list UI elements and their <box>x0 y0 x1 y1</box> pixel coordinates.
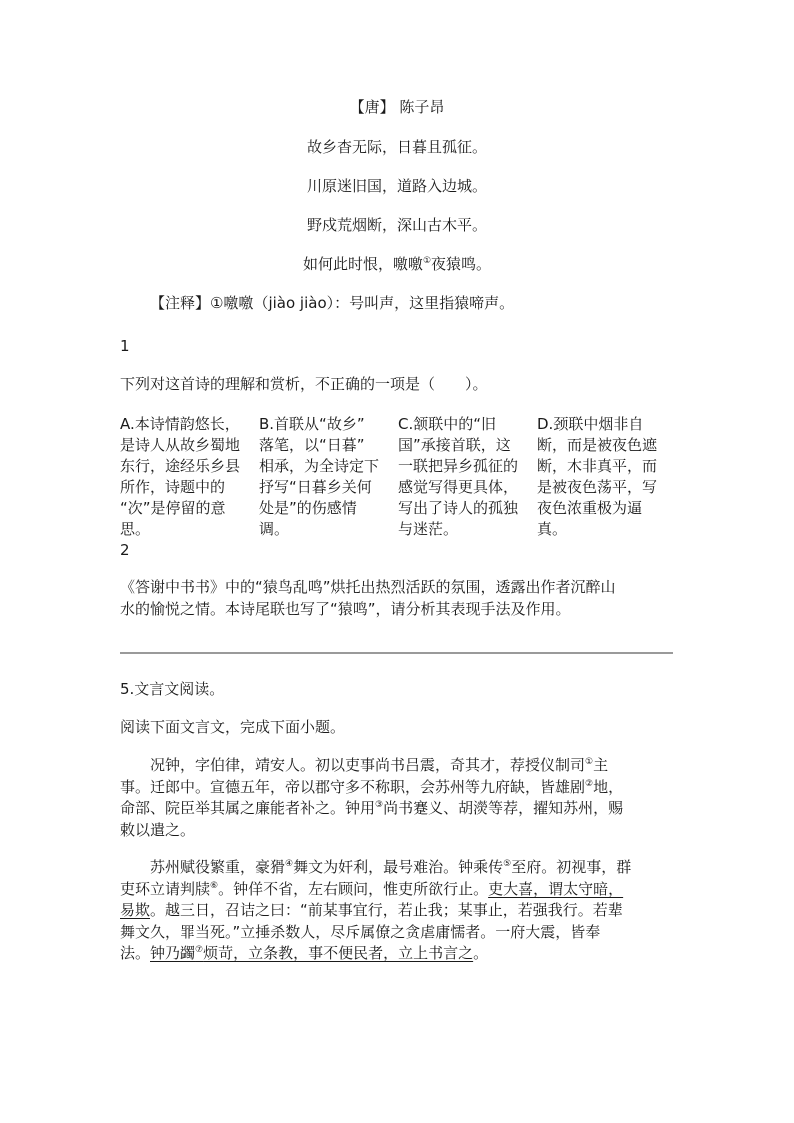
text-run: 尚书蹇义、胡濙等荐，擢知苏州，赐 <box>383 799 624 817</box>
footnote-mark: ③ <box>375 800 384 810</box>
text-run: 主 <box>593 756 609 774</box>
footnote-mark: ⑤ <box>503 859 512 869</box>
section-5-title: 5.文言文阅读。 <box>120 680 225 698</box>
poem-line-1: 故乡杳无际，日暮且孤征。 <box>306 138 487 156</box>
option-c-line: 与迷茫。 <box>398 520 459 538</box>
option-c-line: 感觉写得更具体， <box>398 478 519 496</box>
underlined-sentence: 吏大喜，谓太守暗， <box>488 879 624 898</box>
underlined-sentence: 易欺 <box>120 901 151 919</box>
option-b-line: 抒写“日暮乡关何 <box>259 478 372 496</box>
option-b-line: 调。 <box>259 520 290 538</box>
text-run: 舞文为奸利，最号难治。钟乘传 <box>293 858 504 876</box>
question-2-text <box>120 577 616 620</box>
text-run: 地， <box>593 777 624 796</box>
option-a-line: 东行，途经乐乡县 <box>120 457 241 475</box>
classical-paragraph-1 <box>120 755 623 841</box>
section-5-instruction: 阅读下面文言文，完成下面小题。 <box>120 718 346 736</box>
option-d[interactable] <box>537 414 657 540</box>
paragraph-2-line-2 <box>120 879 631 901</box>
paragraph-1-line-2 <box>120 777 623 799</box>
question-2-number: 2 <box>120 541 130 559</box>
paragraph-1-line-3 <box>120 798 623 820</box>
option-b-line: B.首联从“故乡” <box>259 415 365 433</box>
text-run: 法。 <box>120 944 151 962</box>
text-run: 烦苛，立条教，事不便民者，立上书言之 <box>203 944 474 962</box>
text-run: 钟乃蠲 <box>150 944 196 962</box>
paragraph-2-line-4: 舞文久，罪当死。”立捶杀数人，尽斥属僚之贪虐庸懦者。一府大震，皆奉 <box>120 922 601 941</box>
poem-line-4-after: 夜猿鸣。 <box>431 255 492 273</box>
option-c-line: 国”承接首联，这 <box>398 436 511 454</box>
option-d-line: D.颈联中烟非自 <box>537 415 644 433</box>
option-a-line: “次”是停留的意 <box>120 499 226 517</box>
option-c-line: 写出了诗人的孤独 <box>398 499 519 517</box>
poem-line-4 <box>0 254 794 274</box>
underlined-sentence-2 <box>150 944 473 962</box>
text-run: 至府。初视事，群 <box>511 858 632 876</box>
text-run: 事。迁郎中。宣德五年，帝以郡守多不称职，会苏州等九府缺，皆雄剧 <box>120 777 586 796</box>
text-run: 。 <box>473 944 489 962</box>
option-b-line: 相承，为全诗定下 <box>259 457 380 475</box>
footnote-mark: ④ <box>285 859 294 869</box>
question-2-line: 《答谢中书书》中的“猿鸟乱鸣”烘托出热烈活跃的氛围，透露出作者沉醉山 <box>120 578 616 596</box>
option-d-line: 夜色浓重极为逼 <box>537 499 643 517</box>
paragraph-2-line-1 <box>120 857 631 879</box>
footnote-mark-1: ① <box>422 256 432 266</box>
text-run: 苏州赋役繁重，豪猾 <box>120 858 286 876</box>
paragraph-2-line-5 <box>120 943 631 965</box>
text-run: 。越三日，召诘之曰：“前某事宜行，若止我；某事止，若强我行。若辈 <box>150 901 623 919</box>
paragraph-1-line-4: 敕以遣之。 <box>120 820 196 839</box>
section-divider <box>120 652 673 654</box>
footnote-mark: ① <box>585 757 594 767</box>
option-d-line: 断，而是被夜色遮 <box>537 436 658 454</box>
question-1-stem: 下列对这首诗的理解和赏析，不正确的一项是（ ）。 <box>120 375 488 393</box>
question-1-number: 1 <box>120 337 130 355</box>
paragraph-2-line-3 <box>120 900 631 922</box>
classical-paragraph-2 <box>120 857 631 965</box>
footnote-mark: ⑥ <box>210 880 219 891</box>
option-b-line: 处是”的伤感情 <box>259 499 357 517</box>
poem-line-2: 川原迷旧国，道路入边城。 <box>306 177 487 195</box>
question-2-line: 水的愉悦之情。本诗尾联也写了“猿鸣”，请分析其表现手法及作用。 <box>120 599 571 618</box>
option-a[interactable] <box>120 414 240 540</box>
option-d-line: 真。 <box>537 520 568 538</box>
option-c-line: C.颔联中的“旧 <box>398 415 497 433</box>
text-run: 。钟佯不省，左右顾问，惟吏所欲行止。 <box>218 879 489 898</box>
footnote-mark: ⑦ <box>195 945 204 955</box>
option-b-line: 落笔，以“日暮” <box>259 436 365 454</box>
option-a-line: A.本诗情韵悠长， <box>120 415 240 433</box>
poem-line-3: 野戍荒烟断，深山古木平。 <box>306 216 487 234</box>
text-run: 吏环立请判牍 <box>120 879 211 898</box>
text-run: 况钟，字伯律，靖安人。初以吏事尚书吕震，奇其才，荐授仪制司 <box>120 756 586 774</box>
option-a-line: 思。 <box>120 520 151 538</box>
footnote-mark: ② <box>585 778 594 789</box>
paragraph-1-line-1 <box>120 755 623 777</box>
poem-note: 【注释】①噭噭（jiào jiào）：号叫声，这里指猿啼声。 <box>150 294 515 312</box>
option-a-line: 是诗人从故乡蜀地 <box>120 436 241 454</box>
option-c[interactable] <box>398 414 518 540</box>
option-a-line: 所作，诗题中的 <box>120 478 226 496</box>
option-d-line: 是被夜色荡平，写 <box>537 478 658 496</box>
option-c-line: 一联把异乡孤征的 <box>398 457 519 475</box>
poem-author: 【唐】 陈子昂 <box>349 98 445 116</box>
option-d-line: 断，木非真平，而 <box>537 457 658 475</box>
option-b[interactable] <box>259 414 379 540</box>
text-run: 命部、院臣举其属之廉能者补之。钟用 <box>120 799 376 817</box>
poem-line-4-before: 如何此时恨，噭噭 <box>302 255 423 273</box>
